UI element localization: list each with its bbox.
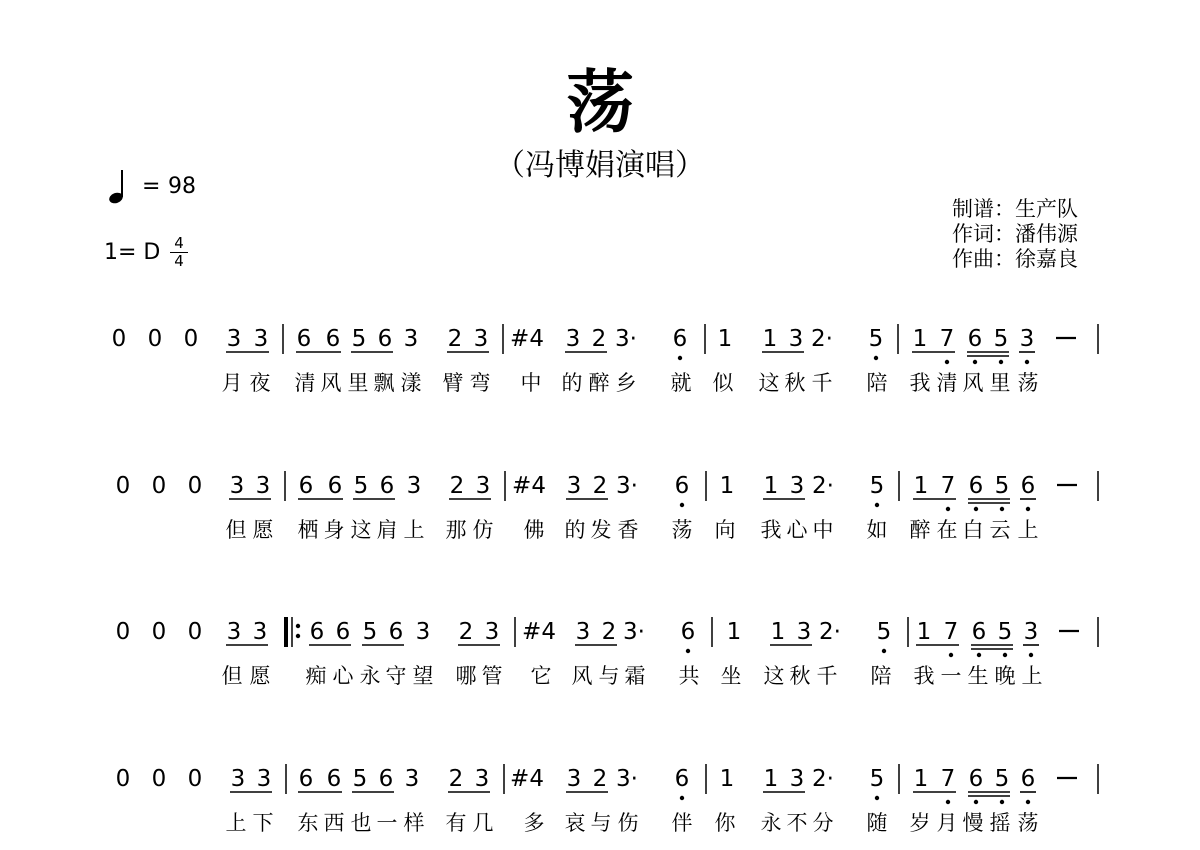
note-3: 3 (484, 619, 500, 645)
low-octave-dot (1025, 360, 1029, 364)
lyric-char: 愿 (252, 518, 274, 542)
low-octave-dot (945, 360, 949, 364)
note-6: 6 (680, 619, 696, 645)
rest-0: 0 (111, 326, 127, 352)
lyric-char: 陪 (866, 371, 888, 395)
note-1: 1 (762, 326, 778, 352)
lyric-char: 哀 (564, 811, 586, 835)
repeat-dot (296, 624, 300, 628)
note-1: 1 (726, 619, 742, 645)
low-octave-dot (680, 796, 684, 800)
note-1: 1 (913, 766, 929, 792)
low-octave-dot (1003, 653, 1007, 657)
rest-0: 0 (151, 473, 167, 499)
lyric-char: 守 (385, 664, 407, 688)
lyric-char: 的 (564, 518, 586, 542)
note-3: 3 (229, 473, 245, 499)
lyric-char: 清 (294, 371, 316, 395)
lyric-char: 漾 (400, 371, 422, 395)
lyric-char: 月 (221, 371, 243, 395)
note-3: 3 (789, 766, 805, 792)
note-5: 5 (869, 766, 885, 792)
rest-0: 0 (151, 766, 167, 792)
note-6: 6 (296, 326, 312, 352)
note-7: 7 (940, 766, 956, 792)
rest-0: 0 (115, 473, 131, 499)
note-1: 1 (770, 619, 786, 645)
note-dotted-2: 2· (812, 473, 834, 499)
note-dotted-3: 3· (623, 619, 645, 645)
lyric-char: 我 (760, 518, 782, 542)
lyric-char: 这 (758, 371, 780, 395)
note-3: 3 (253, 326, 269, 352)
note-2: 2 (592, 473, 608, 499)
lyric-char: 似 (712, 371, 734, 395)
low-octave-dot (680, 503, 684, 507)
lyric-char: 荡 (671, 518, 693, 542)
lyric-char: 在 (936, 518, 958, 542)
note-5: 5 (352, 766, 368, 792)
lyric-char: 上 (403, 518, 425, 542)
low-octave-dot (1026, 507, 1030, 511)
lyric-char: 上 (225, 811, 247, 835)
lyric-char: 身 (323, 518, 345, 542)
note-dotted-2: 2· (811, 326, 833, 352)
note-3: 3 (565, 326, 581, 352)
lyric-char: 仿 (472, 518, 494, 542)
lyric-char: 坐 (720, 664, 742, 688)
lyric-char: 就 (670, 371, 692, 395)
lyric-char: 千 (816, 664, 838, 688)
lyric-char: 清 (936, 371, 958, 395)
note-3: 3 (404, 766, 420, 792)
lyric-char: 管 (481, 664, 503, 688)
note-dotted-3: 3· (615, 326, 637, 352)
note-6: 6 (327, 473, 343, 499)
lyric-char: 佛 (523, 518, 545, 542)
repeat-dot (296, 634, 300, 638)
song-subtitle: （冯博娟演唱） (495, 148, 705, 183)
rest-0: 0 (183, 326, 199, 352)
low-octave-dot (999, 360, 1003, 364)
lyric-char: 望 (412, 664, 434, 688)
note-5: 5 (994, 473, 1010, 499)
note-5: 5 (351, 326, 367, 352)
note-3: 3 (252, 619, 268, 645)
note-6: 6 (309, 619, 325, 645)
lyric-char: 这 (763, 664, 785, 688)
lyric-char: 愿 (249, 664, 271, 688)
lyric-char: 香 (617, 518, 639, 542)
note-3: 3 (474, 766, 490, 792)
lyric-char: 我 (909, 371, 931, 395)
lyric-char: 随 (866, 811, 888, 835)
note-6: 6 (298, 473, 314, 499)
lyric-char: 秋 (784, 371, 806, 395)
note-3: 3 (1019, 326, 1035, 352)
note-3: 3 (403, 326, 419, 352)
note-2: 2 (591, 326, 607, 352)
lyric-char: 荡 (1017, 811, 1039, 835)
note-sharp-4: #4 (510, 326, 544, 352)
note-3: 3 (256, 766, 272, 792)
note-6: 6 (968, 473, 984, 499)
note-3: 3 (788, 326, 804, 352)
note-6: 6 (674, 473, 690, 499)
lyric-char: 一 (940, 664, 962, 688)
note-6: 6 (968, 766, 984, 792)
note-5: 5 (994, 766, 1010, 792)
rest-0: 0 (115, 619, 131, 645)
rest-0: 0 (187, 766, 203, 792)
note-dotted-3: 3· (616, 473, 638, 499)
note-6: 6 (971, 619, 987, 645)
lyric-char: 肩 (376, 518, 398, 542)
rest-0: 0 (187, 619, 203, 645)
lyric-char: 千 (811, 371, 833, 395)
tempo-bpm: 98 (168, 174, 196, 199)
note-3: 3 (415, 619, 431, 645)
lyric-char: 伴 (671, 811, 693, 835)
rest-0: 0 (151, 619, 167, 645)
low-octave-dot (875, 796, 879, 800)
note-3: 3 (230, 766, 246, 792)
note-2: 2 (447, 326, 463, 352)
note-7: 7 (940, 473, 956, 499)
lyric-char: 岁 (909, 811, 931, 835)
low-octave-dot (882, 649, 886, 653)
lyric-char: 荡 (1017, 371, 1039, 395)
lyric-char: 上 (1017, 518, 1039, 542)
lyric-char: 风 (962, 371, 984, 395)
lyric-char: 多 (523, 811, 545, 835)
lyric-char: 晚 (994, 664, 1016, 688)
note-5: 5 (997, 619, 1013, 645)
note-3: 3 (575, 619, 591, 645)
lyric-char: 痴 (305, 664, 327, 688)
note-1: 1 (913, 473, 929, 499)
note-6: 6 (379, 473, 395, 499)
note-2: 2 (448, 766, 464, 792)
lyric-char: 下 (252, 811, 274, 835)
low-octave-dot (946, 800, 950, 804)
key-signature: 1= D (104, 240, 161, 265)
lyric-char: 你 (714, 811, 736, 835)
note-6: 6 (967, 326, 983, 352)
note-6: 6 (298, 766, 314, 792)
note-1: 1 (916, 619, 932, 645)
note-2: 2 (601, 619, 617, 645)
note-3: 3 (566, 766, 582, 792)
note-dotted-3: 3· (616, 766, 638, 792)
note-5: 5 (362, 619, 378, 645)
lyric-char: 如 (866, 518, 888, 542)
lyric-char: 的 (561, 371, 583, 395)
note-3: 3 (226, 326, 242, 352)
low-octave-dot (974, 507, 978, 511)
lyric-char: 哪 (455, 664, 477, 688)
note-6: 6 (325, 326, 341, 352)
note-2: 2 (592, 766, 608, 792)
lyric-char: 里 (347, 371, 369, 395)
note-3: 3 (796, 619, 812, 645)
lyric-char: 中 (520, 371, 542, 395)
low-octave-dot (686, 649, 690, 653)
low-octave-dot (1026, 800, 1030, 804)
note-5: 5 (876, 619, 892, 645)
lyric-char: 与 (590, 811, 612, 835)
lyric-char: 它 (530, 664, 552, 688)
lyric-char: 夜 (249, 371, 271, 395)
lyric-char: 与 (598, 664, 620, 688)
lyric-char: 心 (786, 518, 808, 542)
lyric-char: 生 (967, 664, 989, 688)
lyric-char: 飘 (373, 371, 395, 395)
song-title: 荡 (565, 64, 634, 143)
low-octave-dot (1000, 800, 1004, 804)
lyric-char: 样 (403, 811, 425, 835)
note-sharp-4: #4 (510, 766, 544, 792)
note-sharp-4: #4 (512, 473, 546, 499)
rest-0: 0 (187, 473, 203, 499)
note-3: 3 (1023, 619, 1039, 645)
note-6: 6 (672, 326, 688, 352)
note-6: 6 (378, 766, 394, 792)
lyric-char: 一 (376, 811, 398, 835)
lyric-char: 发 (590, 518, 612, 542)
note-6: 6 (674, 766, 690, 792)
rest-0: 0 (147, 326, 163, 352)
note-7: 7 (943, 619, 959, 645)
lyric-char: 慢 (962, 811, 984, 835)
lyric-char: 有 (445, 811, 467, 835)
note-sharp-4: #4 (522, 619, 556, 645)
lyric-char: 中 (812, 518, 834, 542)
lyric-char: 上 (1021, 664, 1043, 688)
note-dotted-2: 2· (819, 619, 841, 645)
low-octave-dot (1029, 653, 1033, 657)
time-signature-bottom: 4 (174, 252, 184, 270)
lyric-char: 风 (571, 664, 593, 688)
lyric-char: 几 (472, 811, 494, 835)
note-1: 1 (719, 766, 735, 792)
lyric-char: 也 (350, 811, 372, 835)
lyric-char: 向 (714, 518, 736, 542)
note-3: 3 (406, 473, 422, 499)
lyric-char: 陪 (870, 664, 892, 688)
low-octave-dot (977, 653, 981, 657)
lyric-char: 东 (297, 811, 319, 835)
note-6: 6 (1020, 473, 1036, 499)
low-octave-dot (974, 800, 978, 804)
low-octave-dot (973, 360, 977, 364)
low-octave-dot (678, 356, 682, 360)
note-5: 5 (868, 326, 884, 352)
lyric-char: 白 (962, 518, 984, 542)
lyric-char: 秋 (789, 664, 811, 688)
lyric-char: 永 (760, 811, 782, 835)
lyric-char: 霜 (624, 664, 646, 688)
note-6: 6 (335, 619, 351, 645)
note-6: 6 (377, 326, 393, 352)
low-octave-dot (946, 507, 950, 511)
low-octave-dot (875, 503, 879, 507)
note-6: 6 (326, 766, 342, 792)
lyric-char: 醉 (588, 371, 610, 395)
lyric-char: 但 (225, 518, 247, 542)
low-octave-dot (949, 653, 953, 657)
note-5: 5 (993, 326, 1009, 352)
note-3: 3 (255, 473, 271, 499)
lyric-char: 乡 (615, 371, 637, 395)
credit-lyricist: 作词：潘伟源 (952, 222, 1078, 246)
note-dotted-2: 2· (812, 766, 834, 792)
lyric-char: 共 (678, 664, 700, 688)
lyric-char: 弯 (469, 371, 491, 395)
note-3: 3 (475, 473, 491, 499)
note-1: 1 (763, 473, 779, 499)
note-7: 7 (939, 326, 955, 352)
note-1: 1 (717, 326, 733, 352)
lyric-char: 臂 (442, 371, 464, 395)
lyric-char: 但 (221, 664, 243, 688)
note-2: 2 (449, 473, 465, 499)
lyric-char: 心 (332, 664, 354, 688)
lyric-char: 云 (989, 518, 1011, 542)
note-3: 3 (473, 326, 489, 352)
rest-0: 0 (115, 766, 131, 792)
note-3: 3 (226, 619, 242, 645)
note-5: 5 (869, 473, 885, 499)
lyric-char: 我 (913, 664, 935, 688)
lyric-char: 栖 (297, 518, 319, 542)
credit-notation: 制谱：生产队 (952, 197, 1078, 221)
lyric-char: 伤 (617, 811, 639, 835)
note-1: 1 (763, 766, 779, 792)
lyric-char: 那 (445, 518, 467, 542)
note-3: 3 (566, 473, 582, 499)
lyric-char: 分 (812, 811, 834, 835)
lyric-char: 摇 (989, 811, 1011, 835)
credit-composer: 作曲：徐嘉良 (952, 247, 1078, 271)
lyric-char: 西 (323, 811, 345, 835)
low-octave-dot (874, 356, 878, 360)
note-6: 6 (388, 619, 404, 645)
note-2: 2 (458, 619, 474, 645)
lyric-char: 里 (989, 371, 1011, 395)
note-1: 1 (719, 473, 735, 499)
lyric-char: 月 (936, 811, 958, 835)
lyric-char: 永 (359, 664, 381, 688)
lyric-char: 这 (350, 518, 372, 542)
lyric-char: 醉 (909, 518, 931, 542)
time-signature-top: 4 (174, 234, 184, 252)
lyric-char: 风 (320, 371, 342, 395)
note-5: 5 (353, 473, 369, 499)
tempo-equals: = (142, 174, 161, 199)
low-octave-dot (1000, 507, 1004, 511)
note-6: 6 (1020, 766, 1036, 792)
note-3: 3 (789, 473, 805, 499)
lyric-char: 不 (786, 811, 808, 835)
note-1: 1 (912, 326, 928, 352)
